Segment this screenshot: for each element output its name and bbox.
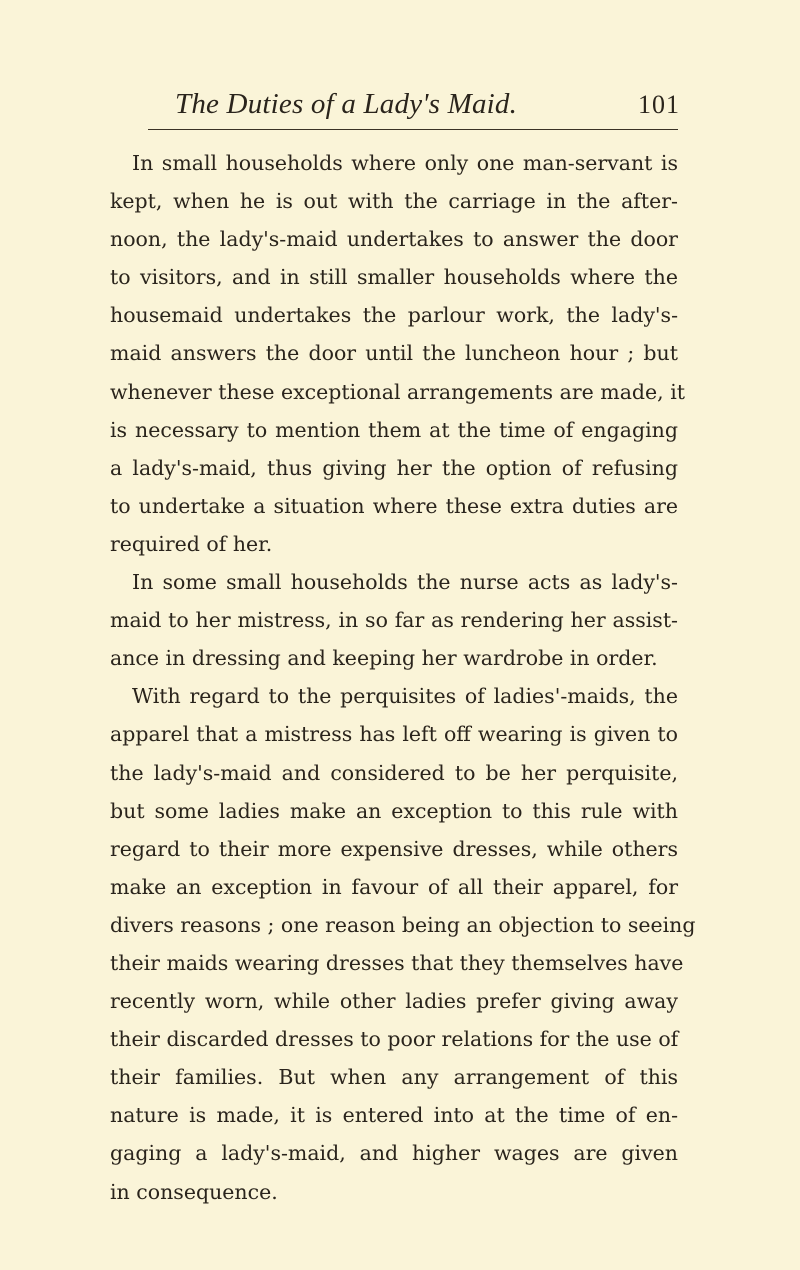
text-line: required of her. [110, 531, 273, 556]
text-line: maid to her mistress, in so far as rendering her assist- [110, 608, 678, 633]
text-line: their families. But when any arrangement of this [110, 1065, 678, 1090]
text-line: In small households where only one man-servant is [132, 151, 678, 175]
text-line: recently worn, while other ladies prefer giving away [110, 989, 678, 1014]
running-title: The Duties of a Lady's Maid. [175, 88, 518, 120]
text-line: noon, the lady's-maid undertakes to answer the door [110, 227, 678, 252]
text-line: to undertake a situation where these extra duties are [110, 493, 678, 518]
text-line: is necessary to mention them at the time of engaging [110, 417, 678, 442]
text-line: regard to their more expensive dresses, while others [110, 836, 678, 861]
text-line: a lady's-maid, thus giving her the option of refusing [110, 455, 678, 480]
text-line: to visitors, and in still smaller households where the [110, 265, 678, 290]
text-line: housemaid undertakes the parlour work, the lady's- [110, 303, 678, 328]
text-line: gaging a lady's-maid, and higher wages are given [110, 1141, 678, 1166]
text-line: apparel that a mistress has left off wearing is given to [110, 722, 678, 747]
text-line: kept, when he is out with the carriage in the after- [110, 189, 678, 214]
text-line: maid answers the door until the luncheon hour ; but [110, 341, 678, 366]
text-line: in consequence. [110, 1179, 278, 1204]
text-line: whenever these exceptional arrangements are made, it [110, 379, 686, 404]
running-head [175, 86, 680, 126]
text-line: their maids wearing dresses that they themselves have [110, 950, 684, 975]
text-line: their discarded dresses to poor relations for the use of [110, 1027, 679, 1052]
page-number: 101 [638, 90, 680, 119]
header-rule [148, 129, 678, 130]
text-line: but some ladies make an exception to this rule with [110, 798, 678, 823]
text-line: With regard to the perquisites of ladies'-maids, the [132, 684, 678, 709]
body-text [110, 144, 696, 1211]
text-line: divers reasons ; one reason being an objection to seeing [110, 912, 696, 937]
text-line: the lady's-maid and considered to be her perquisite, [110, 760, 678, 785]
text-line: In some small households the nurse acts as lady's- [132, 570, 678, 595]
text-line: make an exception in favour of all their apparel, for [110, 874, 678, 899]
text-line: nature is made, it is entered into at the time of en- [110, 1103, 678, 1128]
text-line: ance in dressing and keeping her wardrobe in order. [110, 646, 658, 671]
